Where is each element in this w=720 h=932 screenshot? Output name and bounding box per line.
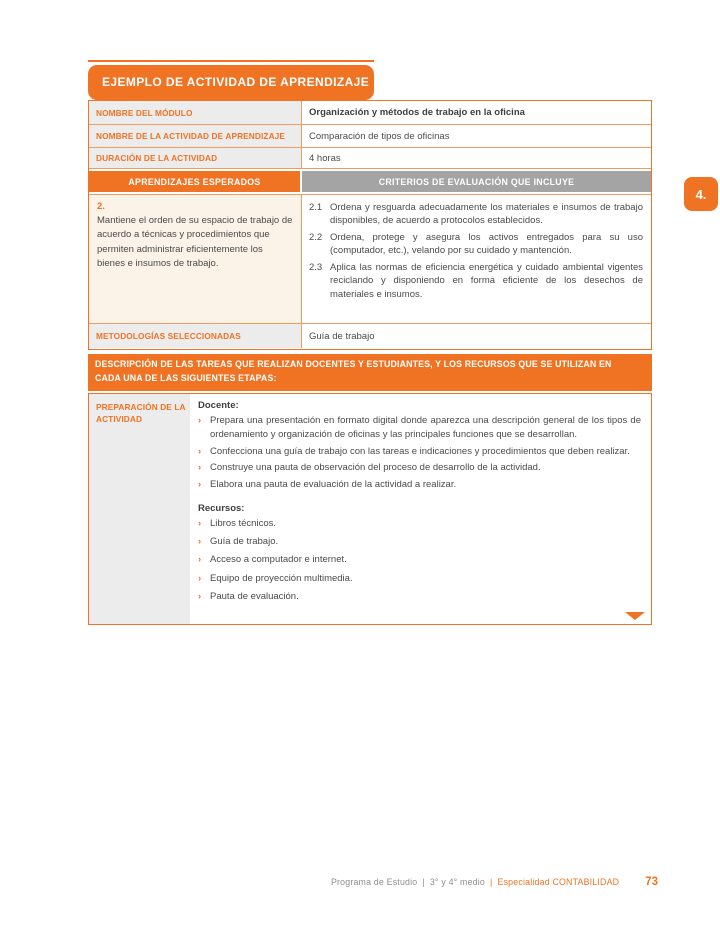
table-row-methodology xyxy=(89,324,651,348)
footer-speciality: Especialidad CONTABILIDAD xyxy=(497,877,620,887)
activity-table xyxy=(88,100,652,350)
list-item-text: Construye una pauta de observación del proceso de desarrollo de la actividad. xyxy=(210,462,541,474)
bullet-icon: › xyxy=(198,572,202,584)
list-item xyxy=(198,553,641,567)
bullet-icon: › xyxy=(198,462,202,474)
resources-section-title: Recursos: xyxy=(198,502,245,514)
table-header-row xyxy=(89,169,651,195)
list-item-text: Libros técnicos. xyxy=(210,517,277,529)
criteria-item xyxy=(309,201,643,228)
bullet-icon: › xyxy=(198,517,202,529)
list-item xyxy=(198,572,641,586)
footer-text xyxy=(331,877,619,887)
list-item-text: Guía de trabajo. xyxy=(210,536,279,548)
learning-objective-text: Mantiene el orden de su espacio de trabajo de acuerdo a técnicas y procedimientos que permiten administrar eficientemente los bienes e insumos de trabajo. xyxy=(97,215,293,270)
preparation-label: PREPARACIÓN DE LA ACTIVIDAD xyxy=(89,394,190,624)
table-row-duration xyxy=(89,148,651,169)
teacher-task-list xyxy=(198,414,641,492)
criteria-number: 2.2 xyxy=(309,231,323,243)
bullet-icon: › xyxy=(198,536,202,548)
evaluation-criteria-header: CRITERIOS DE EVALUACIÓN QUE INCLUYE xyxy=(302,171,651,192)
page-footer xyxy=(260,876,658,888)
list-item-text: Elabora una pauta de evaluación de la actividad a realizar. xyxy=(210,479,457,491)
duration-label: DURACIÓN DE LA ACTIVIDAD xyxy=(89,148,302,168)
module-label: NOMBRE DEL MÓDULO xyxy=(89,101,302,124)
duration-value: 4 horas xyxy=(309,152,341,164)
criteria-item xyxy=(309,231,643,258)
list-item xyxy=(198,590,641,604)
table-row-module xyxy=(89,101,651,125)
criteria-item xyxy=(309,261,643,301)
expected-learning-header: APRENDIZAJES ESPERADOS xyxy=(89,171,300,192)
bullet-icon: › xyxy=(198,445,202,457)
footer-separator: | xyxy=(490,877,493,887)
criteria-text: Ordena y resguarda adecuadamente los materiales e insumos de trabajo disponibles, de acuerdo a protocolos establecidos. xyxy=(330,202,643,227)
table-row-learning xyxy=(89,195,651,324)
page-title: EJEMPLO DE ACTIVIDAD DE APRENDIZAJE xyxy=(88,65,374,100)
list-item xyxy=(198,535,641,549)
footer-grades: 3° y 4° medio xyxy=(429,877,486,887)
list-item xyxy=(198,414,641,442)
module-value: Organización y métodos de trabajo en la oficina xyxy=(309,107,525,118)
expected-learning-cell xyxy=(89,195,302,323)
bullet-icon: › xyxy=(198,415,202,426)
criteria-text: Aplica las normas de eficiencia energética y cuidado ambiental vigentes reciclando y disponiendo en forma eficiente de los desechos de materiales e insumos. xyxy=(330,261,643,300)
activity-name-label: NOMBRE DE LA ACTIVIDAD DE APRENDIZAJE xyxy=(89,125,302,147)
bullet-icon: › xyxy=(198,554,202,566)
list-item-text: Prepara una presentación en formato digital donde aparezca una descripción general de los tipos de ordenamiento y organización de oficinas y las principales funciones que se desarrollan. xyxy=(210,415,641,440)
criteria-number: 2.3 xyxy=(309,261,323,273)
learning-objective-number: 2. xyxy=(97,201,105,212)
activity-name-value: Comparación de tipos de oficinas xyxy=(309,130,450,142)
teacher-section-title: Docente: xyxy=(198,400,239,411)
list-item-text: Equipo de proyección multimedia. xyxy=(210,572,353,584)
title-top-rule xyxy=(88,60,374,62)
chapter-tab xyxy=(684,177,718,211)
list-item xyxy=(198,517,641,531)
list-item xyxy=(198,478,641,492)
criteria-number: 2.1 xyxy=(309,202,323,213)
bullet-icon: › xyxy=(198,479,202,491)
preparation-table xyxy=(88,393,652,625)
table-row-activity-name xyxy=(89,125,651,148)
tasks-description-header: DESCRIPCIÓN DE LAS TAREAS QUE REALIZAN DOCENTES Y ESTUDIANTES, Y LOS RECURSOS QUE SE UTILIZAN EN CADA UNA DE LAS SIGUIENTES ETAPAS: xyxy=(88,354,652,391)
list-item-text: Confecciona una guía de trabajo con las tareas e indicaciones y procedimientos que deben realizar. xyxy=(210,445,630,457)
continuation-arrow-icon xyxy=(625,612,645,620)
list-item xyxy=(198,445,641,459)
page-number: 73 xyxy=(645,876,658,888)
list-item-text: Pauta de evaluación. xyxy=(210,590,299,602)
list-item-text: Acceso a computador e internet. xyxy=(210,554,347,566)
resources-list xyxy=(198,517,641,604)
footer-separator: | xyxy=(422,877,425,887)
footer-program: Programa de Estudio xyxy=(330,877,418,887)
criteria-text: Ordena, protege y asegura los activos entregados para su uso (computador, etc.), velando por su cuidado y mantención. xyxy=(330,231,643,257)
bullet-icon: › xyxy=(198,590,202,602)
methodology-label: METODOLOGÍAS SELECCIONADAS xyxy=(89,324,302,348)
list-item xyxy=(198,461,641,475)
chapter-tab-label: 4. xyxy=(695,186,707,202)
preparation-content xyxy=(190,394,651,624)
criteria-cell xyxy=(302,195,651,323)
methodology-value: Guía de trabajo xyxy=(309,330,375,342)
